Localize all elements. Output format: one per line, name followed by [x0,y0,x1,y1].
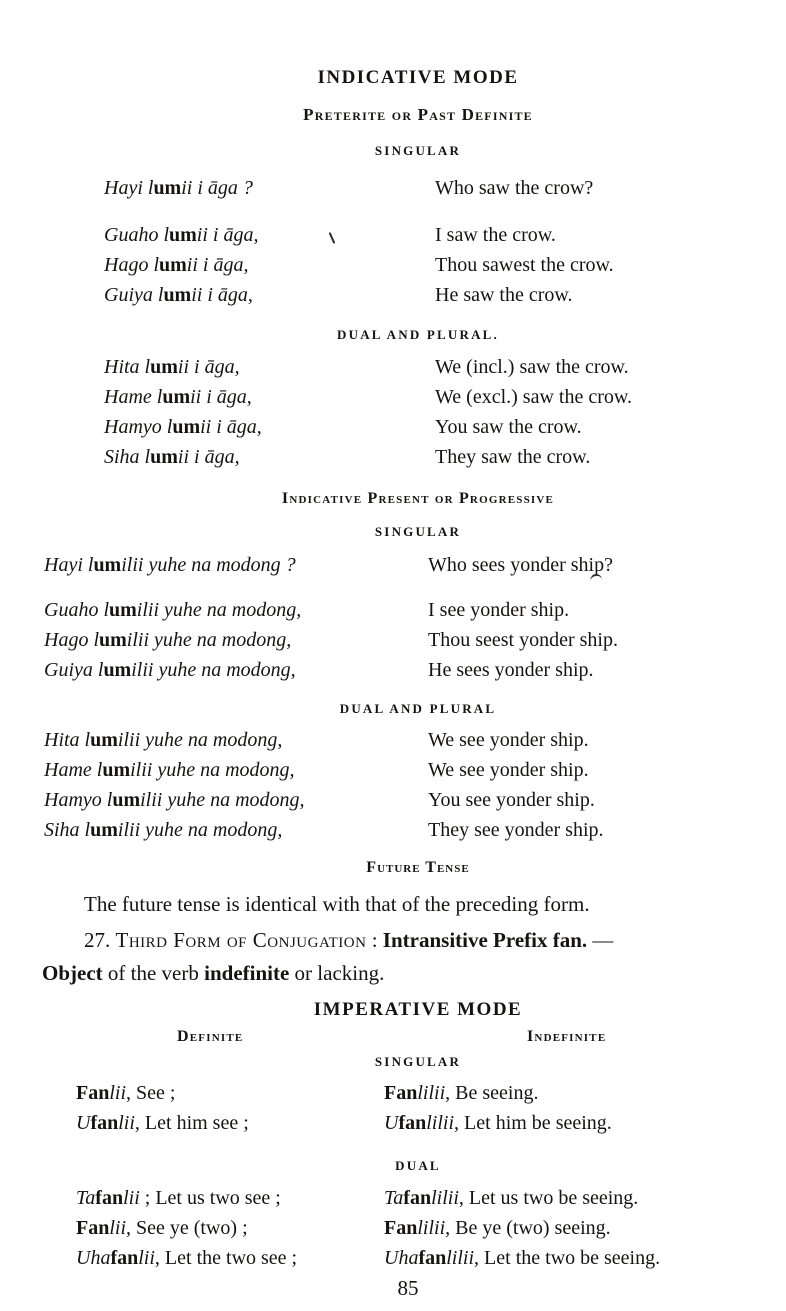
conjugation-row [0,280,786,310]
definite-form: Uhafanlii, Let the two see ; [76,1247,298,1269]
conjugation-row [0,815,786,845]
chamorro-phrase: Siha lumilii yuhe na modong, [44,819,283,841]
chamorro-phrase: Hayi lumilii yuhe na modong ? [44,554,296,576]
imperative-row [0,1183,786,1213]
heading-present-progressive: Indicative Present or Progressive [281,490,555,507]
conjugation-row [0,382,786,412]
english-translation: Who saw the crow? [435,177,594,199]
english-translation: Who sees yonder ship? [428,554,613,576]
imperative-row [0,1078,786,1108]
english-translation: I see yonder ship. [428,599,570,621]
conjugation-row [0,412,786,442]
chamorro-phrase: Siha lumii i āga, [104,446,240,468]
english-translation: He saw the crow. [435,284,573,306]
heading-imperative-mode: IMPERATIVE MODE [313,999,523,1020]
english-translation: You saw the crow. [435,416,582,438]
label-indefinite: Indefinite [527,1028,607,1045]
label-future-tense: Future Tense [366,859,470,876]
indefinite-form: Fanlilii, Be ye (two) seeing. [384,1217,611,1239]
indefinite-form: Fanlilii, Be seeing. [384,1082,539,1104]
english-translation: We see yonder ship. [428,729,589,751]
indefinite-form: Uhafanlilii, Let the two be seeing. [384,1247,661,1269]
chamorro-phrase: Hamyo lumii i āga, [104,416,262,438]
english-translation: They saw the crow. [435,446,591,468]
imperative-row [0,1243,786,1273]
label-dual: DUAL [395,1158,441,1173]
chamorro-phrase: Guiya lumilii yuhe na modong, [44,659,296,681]
conjugation-row [0,595,786,625]
column-headers-row [0,1028,786,1050]
label-singular: SINGULAR [374,143,462,158]
heading-preterite-past-definite: Preterite or Past Definite [303,105,533,124]
label-dual-and-plural: DUAL AND PLURAL. [337,327,499,342]
indefinite-form: Tafanlilii, Let us two be seeing. [384,1187,639,1209]
indefinite-form: Ufanlilii, Let him be seeing. [384,1112,612,1134]
english-translation: We (incl.) saw the crow. [435,356,629,378]
conjugation-row [0,725,786,755]
future-tense-paragraph: The future tense is identical with that of the preceding form. [84,892,590,916]
chamorro-phrase: Hago lumii i āga, [104,254,249,276]
conjugation-row [0,755,786,785]
conjugation-row [0,655,786,685]
english-translation: You see yonder ship. [428,789,595,811]
conjugation-row [0,550,786,580]
chamorro-phrase: Hita lumilii yuhe na modong, [44,729,283,751]
imperative-row [0,1213,786,1243]
conjugation-row [0,352,786,382]
chamorro-phrase: Hamyo lumilii yuhe na modong, [44,789,305,811]
chamorro-phrase: Hame lumilii yuhe na modong, [44,759,295,781]
chamorro-phrase: Hita lumii i āga, [104,356,240,378]
english-translation: He sees yonder ship. [428,659,594,681]
heading-indicative-mode: INDICATIVE MODE [317,67,519,88]
english-translation: We see yonder ship. [428,759,589,781]
conjugation-row [0,173,786,203]
conjugation-row [0,250,786,280]
english-translation: Thou sawest the crow. [435,254,614,276]
chamorro-phrase: Hayi lumii i āga ? [104,177,253,199]
conjugation-row [0,220,786,250]
definite-form: Tafanlii ; Let us two see ; [76,1187,281,1209]
chamorro-phrase: Guiya lumii i āga, [104,284,253,306]
definite-form: Fanlii, See ; [76,1082,176,1104]
english-translation: They see yonder ship. [428,819,604,841]
definite-form: Fanlii, See ye (two) ; [76,1217,248,1239]
label-singular: SINGULAR [374,1054,462,1069]
definite-form: Ufanlii, Let him see ; [76,1112,249,1134]
conjugation-row [0,625,786,655]
english-translation: I saw the crow. [435,224,556,246]
conjugation-row [0,442,786,472]
page-number: 85 [397,1276,419,1300]
label-definite: Definite [177,1028,244,1045]
label-singular: SINGULAR [374,524,462,539]
chamorro-phrase: Hago lumilii yuhe na modong, [44,629,292,651]
label-dual-and-plural: DUAL AND PLURAL [339,701,497,716]
chamorro-phrase: Hame lumii i āga, [104,386,252,408]
section-27-line2: Object of the verb indefinite or lacking. [42,961,385,985]
english-translation: We (excl.) saw the crow. [435,386,633,408]
chamorro-phrase: Guaho lumilii yuhe na modong, [44,599,302,621]
chamorro-phrase: Guaho lumii i āga, [104,224,259,246]
english-translation: Thou seest yonder ship. [428,629,618,651]
imperative-row [0,1108,786,1138]
section-27-line1: 27. Third Form of Conjugation : Intransitive Prefix fan. — [84,928,614,952]
conjugation-row [0,785,786,815]
